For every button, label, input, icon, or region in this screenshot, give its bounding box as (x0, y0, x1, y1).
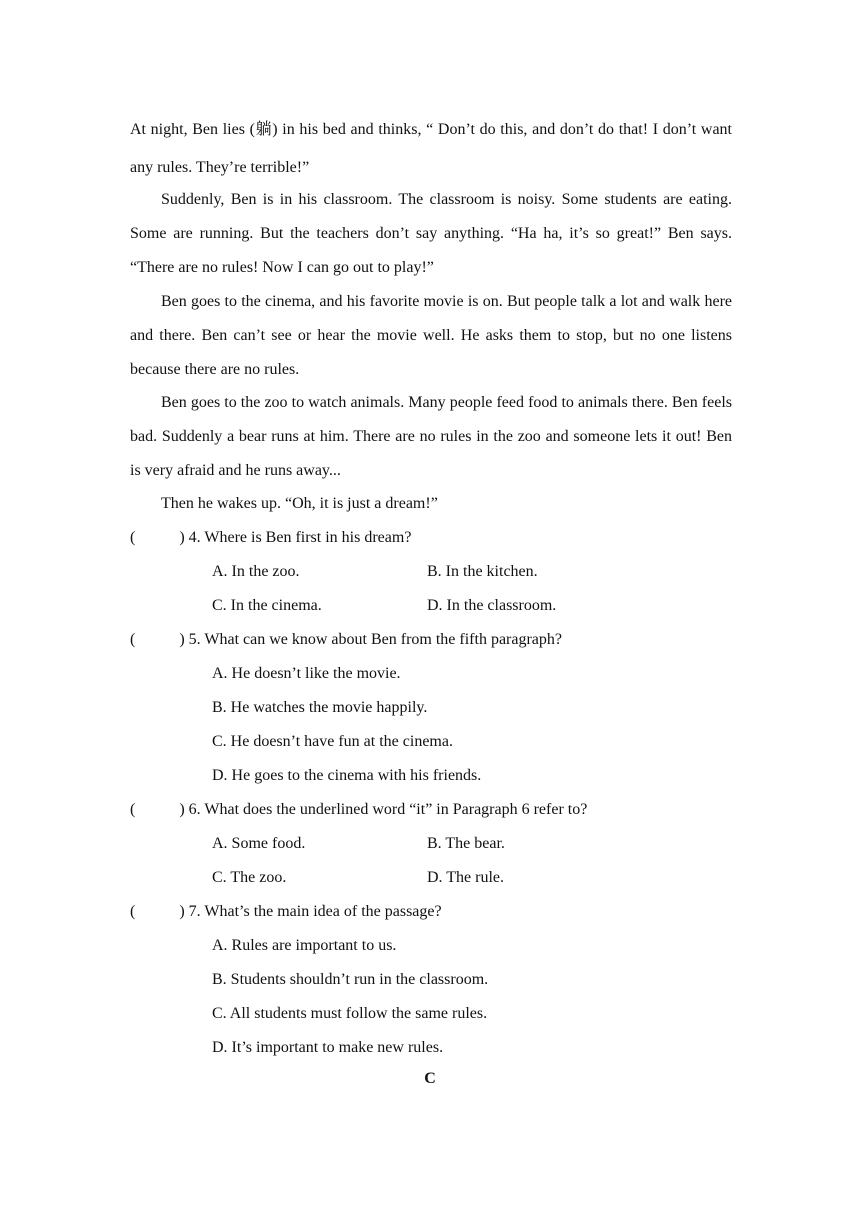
question-stem: 6. What does the underlined word “it” in Paragraph 6 refer to? (188, 801, 588, 818)
passage-paragraph-5: Then he wakes up. “Oh, it is just a dream!” (161, 495, 438, 512)
question-5-option-c: C. He doesn’t have fun at the cinema. (212, 733, 453, 750)
passage-paragraph-4: Ben goes to the zoo to watch animals. Many people feed food to animals there. Ben feels bad. Suddenly a bear runs at him. There are no rules in the zoo and someone lets it out! Ben is very afraid and he runs away... (130, 394, 732, 479)
question-6 (130, 793, 587, 827)
question-7-option-c: C. All students must follow the same rules. (212, 1005, 488, 1022)
question-stem: 5. What can we know about Ben from the fifth paragraph? (188, 631, 563, 648)
question-4-option-a: A. In the zoo. (212, 563, 300, 580)
question-4-option-d: D. In the classroom. (427, 597, 557, 614)
passage-paragraph-1: At night, Ben lies (躺) in his bed and thinks, “ Don’t do this, and don’t do that! I don’t want any rules. They’re terrible!” (130, 121, 732, 176)
passage-paragraph-3: Ben goes to the cinema, and his favorite movie is on. But people talk a lot and walk here and there. Ben can’t see or hear the movie well. He asks them to stop, but no one listens because there are no rules. (130, 293, 732, 378)
answer-bracket-close: ) (179, 631, 185, 648)
question-6-option-d: D. The rule. (427, 869, 505, 886)
question-7-option-a: A. Rules are important to us. (212, 937, 397, 954)
question-stem: 7. What’s the main idea of the passage? (188, 903, 442, 920)
answer-bracket-close: ) (179, 903, 185, 920)
question-5-option-a: A. He doesn’t like the movie. (212, 665, 401, 682)
question-7-option-b: B. Students shouldn’t run in the classroom. (212, 971, 489, 988)
question-6-option-b: B. The bear. (427, 835, 505, 852)
answer-bracket-open: ( (130, 529, 136, 546)
question-6-option-a: A. Some food. (212, 835, 306, 852)
question-5-option-b: B. He watches the movie happily. (212, 699, 428, 716)
question-4 (130, 521, 411, 555)
question-6-option-c: C. The zoo. (212, 869, 287, 886)
question-7 (130, 895, 442, 929)
section-heading-c: C (424, 1070, 436, 1087)
answer-bracket-open: ( (130, 801, 136, 818)
question-5 (130, 623, 562, 657)
question-4-option-c: C. In the cinema. (212, 597, 322, 614)
question-4-option-b: B. In the kitchen. (427, 563, 538, 580)
question-5-option-d: D. He goes to the cinema with his friends. (212, 767, 482, 784)
answer-bracket-open: ( (130, 631, 136, 648)
answer-bracket-close: ) (179, 801, 185, 818)
answer-bracket-close: ) (179, 529, 185, 546)
passage-paragraph-2: Suddenly, Ben is in his classroom. The classroom is noisy. Some students are eating. Some are running. But the teachers don’t say anything. “Ha ha, it’s so great!” Ben says. “There are no rules! Now I can go out to play!” (130, 191, 732, 276)
answer-bracket-open: ( (130, 903, 136, 920)
question-7-option-d: D. It’s important to make new rules. (212, 1039, 444, 1056)
question-stem: 4. Where is Ben first in his dream? (188, 529, 412, 546)
